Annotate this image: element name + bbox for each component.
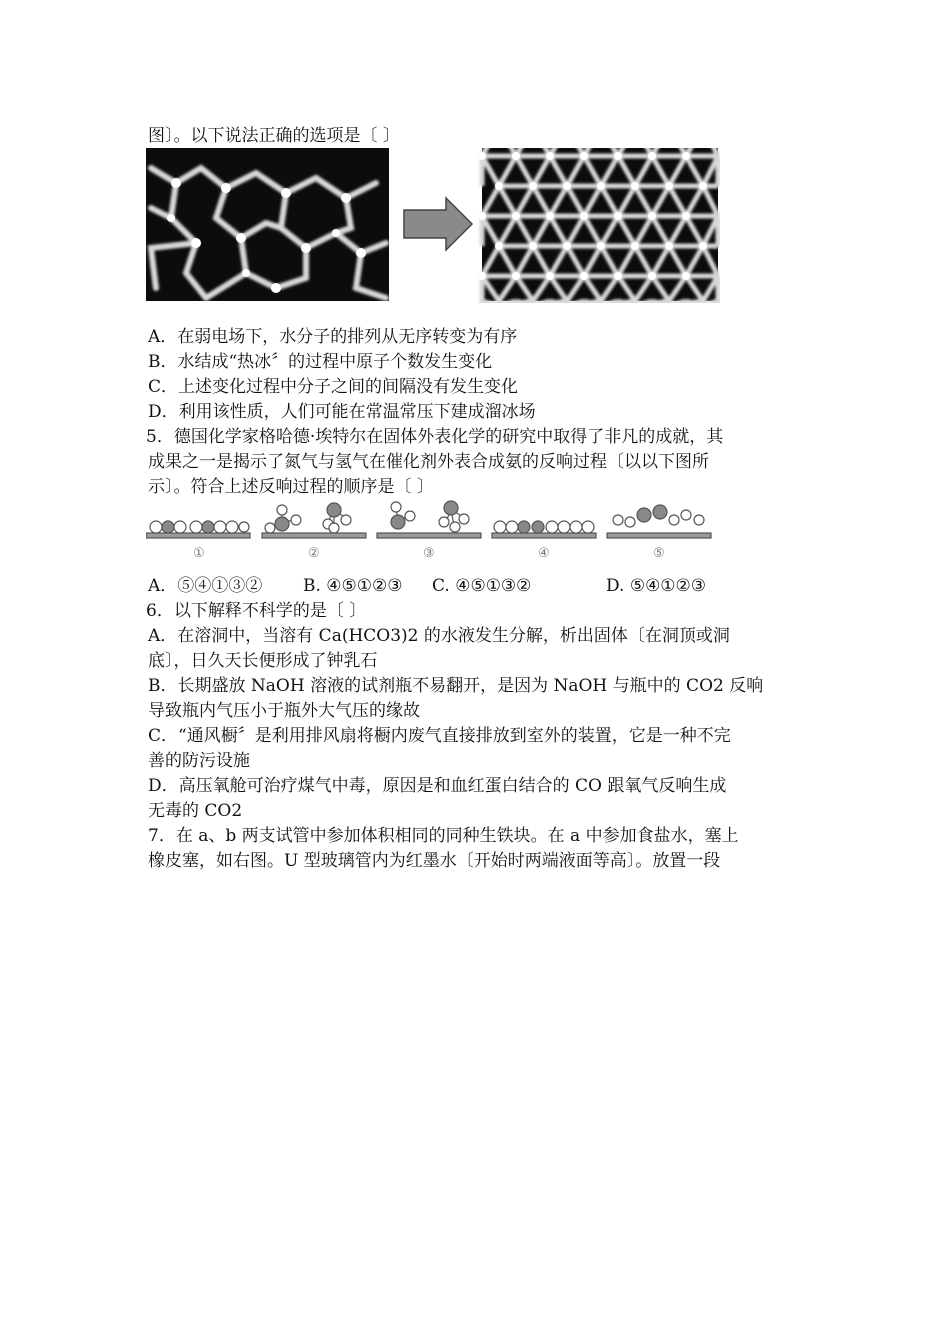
q6-option-d-line1: D．高压氧舱可治疗煤气中毒，原因是和血红蛋白结合的 CO 跟氧气反响生成	[148, 776, 727, 796]
q5-option-b: B. ④⑤①②③	[303, 576, 403, 596]
q4-intro-tail: 图〕。以下说法正确的选项是〔 〕	[148, 126, 400, 146]
lattice-node	[631, 242, 639, 250]
water-structure-figure	[146, 148, 720, 303]
q5-stem-line1: 5．德国化学家格哈德·埃特尔在固体外表化学的研究中取得了非凡的成就，其	[146, 427, 724, 447]
lattice-node	[597, 182, 605, 190]
q5-stem-line3: 示〕。符合上述反响过程的顺序是〔 〕	[148, 477, 434, 497]
lattice-node	[580, 152, 588, 160]
q4-option-b: B．水结成“热冰〞的过程中原子个数发生变化	[148, 352, 493, 372]
q6-option-a-line2: 底〕，日久天长便形成了钟乳石	[148, 651, 378, 671]
lattice-node	[597, 242, 605, 250]
lattice-node	[648, 272, 656, 280]
lattice-node	[563, 242, 571, 250]
q7-stem-line2: 橡皮塞，如右图。U 型玻璃管内为红墨水〔开始时两端液面等高〕。放置一段	[148, 851, 721, 871]
lattice-node	[478, 272, 486, 280]
lattice-node	[546, 212, 554, 220]
q4-option-d: D．利用该性质，人们可能在常温常压下建成溜冰场	[148, 402, 536, 422]
q6-option-d-line2: 无毒的 CO2	[148, 801, 243, 821]
q5-stem-line2: 成果之一是揭示了氮气与氢气在催化剂外表合成氨的反响过程〔以以下图所	[148, 452, 709, 472]
lattice-node	[546, 152, 554, 160]
q6-option-b-line1: B．长期盛放 NaOH 溶液的试剂瓶不易翻开，是因为 NaOH 与瓶中的 CO2 反响	[148, 676, 764, 696]
disordered-water-image	[146, 148, 389, 301]
lattice-node	[648, 212, 656, 220]
lattice-node	[614, 272, 622, 280]
q6-option-a-line1: A．在溶洞中，当溶有 Ca(HCO3)2 的水液发生分解，析出固体〔在洞顶或洞	[148, 626, 730, 646]
lattice-node	[648, 152, 656, 160]
step-4-diagram	[494, 521, 594, 533]
q5-option-a: A．⑤④①③②	[148, 576, 263, 596]
q5-option-d: D. ⑤④①②③	[606, 576, 707, 596]
step-2-diagram	[265, 503, 351, 533]
lattice-node	[682, 152, 690, 160]
q6-option-c-line1: C．“通风橱〞是利用排风扇将橱内废气直接排放到室外的装置，它是一种不完	[148, 726, 731, 746]
lattice-node	[631, 182, 639, 190]
lattice-node	[580, 272, 588, 280]
lattice-node	[512, 212, 520, 220]
q4-option-a: A．在弱电场下，水分子的排列从无序转变为有序	[148, 327, 518, 347]
ordered-water-image	[478, 148, 718, 303]
q5-option-c: C. ④⑤①③②	[432, 576, 532, 596]
lattice-node	[563, 182, 571, 190]
lattice-node	[495, 182, 503, 190]
lattice-node	[529, 182, 537, 190]
lattice-node	[495, 242, 503, 250]
lattice-node	[529, 242, 537, 250]
lattice-node	[699, 242, 707, 250]
q6-option-b-line2: 导致瓶内气压小于瓶外大气压的缘故	[148, 701, 420, 721]
lattice-node	[682, 272, 690, 280]
q4-option-c: C．上述变化过程中分子之间的间隔没有发生变化	[148, 377, 519, 397]
step-1-diagram	[150, 521, 249, 533]
step-3-diagram	[391, 501, 469, 532]
lattice-node	[580, 212, 588, 220]
lattice-node	[699, 182, 707, 190]
lattice-node	[512, 152, 520, 160]
q7-stem-line1: 7．在 a、b 两支试管中参加体积相同的同种生铁块。在 a 中参加食盐水，塞上	[148, 826, 739, 846]
step-label-3: ③	[423, 546, 435, 561]
step-label-1: ①	[193, 546, 205, 561]
step-5-diagram	[613, 505, 704, 527]
lattice-node	[478, 212, 486, 220]
lattice-node	[665, 182, 673, 190]
transform-arrow	[404, 198, 472, 250]
step-label-4: ④	[538, 546, 550, 561]
lattice-node	[512, 272, 520, 280]
lattice-node	[682, 212, 690, 220]
lattice-node	[546, 272, 554, 280]
lattice-node	[478, 152, 486, 160]
q6-stem: 6．以下解释不科学的是〔 〕	[146, 601, 367, 621]
q6-option-c-line2: 善的防污设施	[148, 751, 250, 771]
step-label-2: ②	[308, 546, 320, 561]
lattice-node	[614, 212, 622, 220]
step-label-5: ⑤	[653, 546, 665, 561]
lattice-node	[614, 152, 622, 160]
lattice-node	[665, 242, 673, 250]
